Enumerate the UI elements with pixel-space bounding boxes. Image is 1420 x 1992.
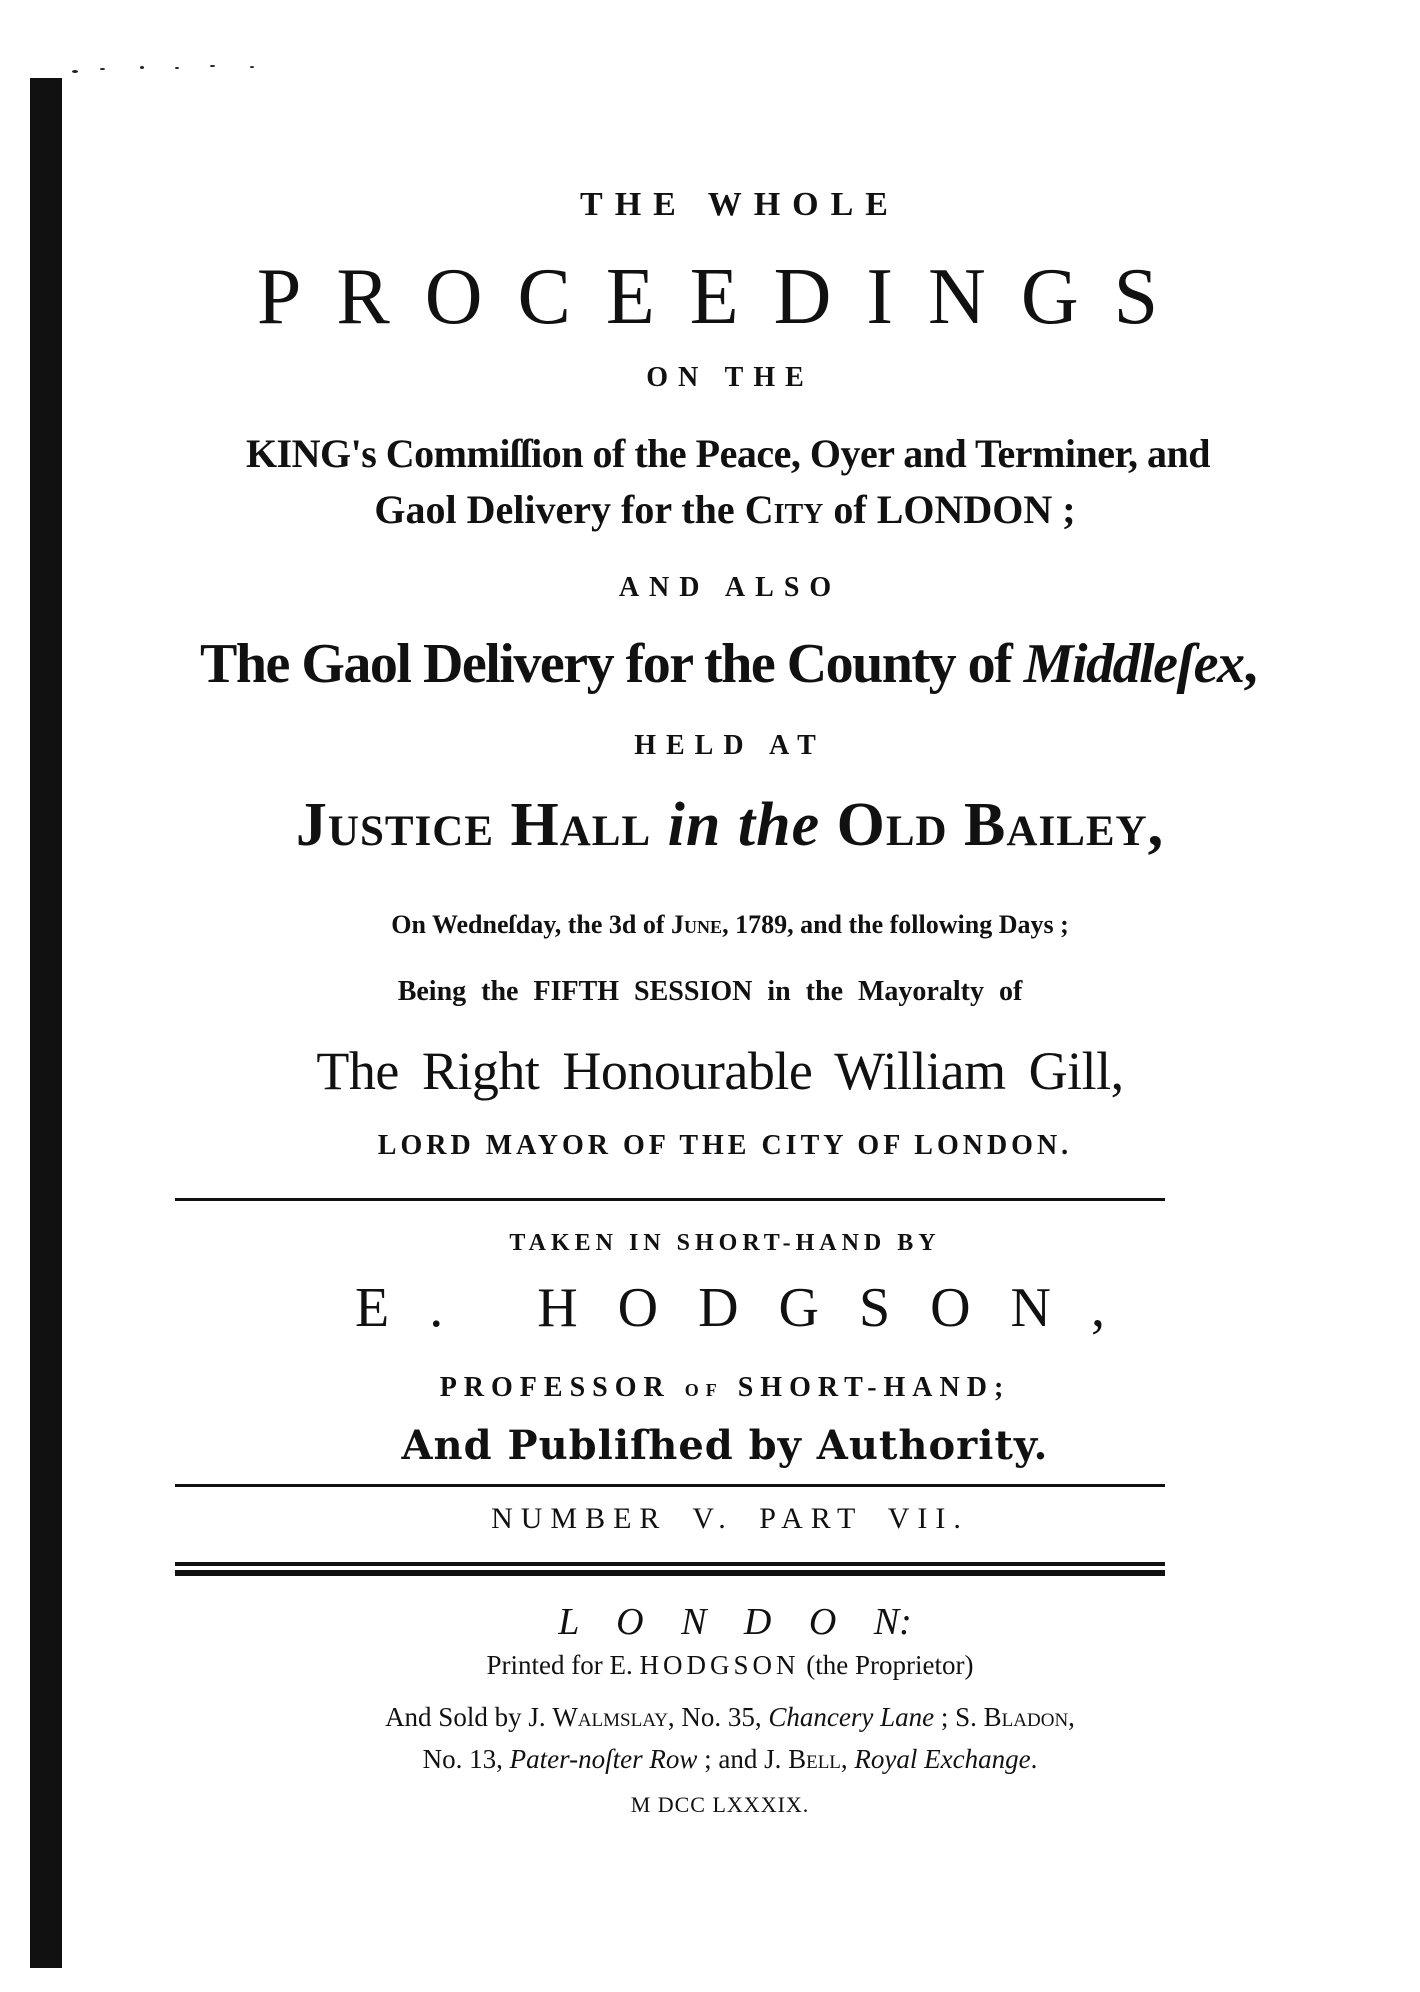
gaol-delivery-line [0,632,1420,696]
commission-line-1: KING's Commiſſion of the Peace, Oyer and Terminer, and [245,431,1211,476]
session-line: Being the FIFTH SESSION in the Mayoralty of [397,976,1023,1007]
reporter-name: E. HODGSON, [355,1277,1145,1339]
divider-rule-2 [175,1484,1165,1487]
heading-and-also: AND ALSO [618,572,842,603]
heading-the-whole: THE WHOLE [580,186,900,223]
printed-proprietor-text: (the Proprietor) [799,1650,974,1680]
date-line [0,910,1420,940]
row-and-text: ; and J. [697,1744,789,1774]
bell-text: Bell [788,1744,841,1774]
justice-hall-line [0,790,1420,861]
heading-on-the: ON THE [646,362,814,393]
row-comma-text: , [840,1744,855,1774]
old-bailey-text: Old Bailey, [820,791,1165,859]
professor-line [0,1372,1420,1404]
commission-city-text: City [744,487,824,532]
royal-exchange-text: Royal Exchange [854,1744,1031,1774]
in-the-text: in the [667,791,821,859]
year-line: M DCC LXXXIX. [630,1792,810,1817]
sold-number-text: , No. 35, [667,1702,769,1732]
professor-of-text: OF [684,1380,724,1400]
commission-line-2 [0,486,1420,533]
gaol-delivery-text: The Gaol Delivery for the County of [199,633,1024,695]
commission-london-text: of LONDON ; [823,487,1076,532]
mayor-name: The Right Honourable William Gill, [316,1041,1124,1101]
chancery-lane-text: Chancery Lane [768,1702,935,1732]
divider-rule-1 [175,1198,1165,1201]
printed-line [0,1650,1420,1681]
printed-for-text: Printed for E. [486,1650,640,1680]
date-month-text: June [671,910,723,939]
number-part-line: NUMBER V. PART VII. [491,1502,969,1535]
pater-noster-text: Pater-noſter Row [509,1744,698,1774]
walmslay-text: Walmslay [552,1702,668,1732]
commission-gaol-text: Gaol Delivery for the [374,487,745,532]
printed-hodgson-text: HODGSON [639,1650,800,1680]
sold-semicolon-text: ; S. [934,1702,984,1732]
london-line: L O N D O N: [558,1601,912,1643]
middlesex-text: Middleſex [1023,633,1244,695]
divider-rule-3 [175,1562,1165,1566]
date-weekday-text: On Wedneſday, the 3d of [391,910,672,939]
mayor-title: LORD MAYOR OF THE CITY OF LONDON. [377,1130,1073,1161]
published-line: And Publiſhed by Authority. [401,1422,1049,1469]
row-period-text: . [1030,1744,1038,1774]
taken-line: TAKEN IN SHORT-HAND BY [509,1230,941,1256]
divider-rule-4 [175,1570,1165,1576]
justice-hall-text: Justice Hall [295,791,668,859]
sold-comma-text: , [1068,1702,1075,1732]
row-number-text: No. 13, [422,1744,510,1774]
professor-text: PROFESSOR [439,1372,685,1403]
sold-by-line [0,1702,1420,1733]
professor-shorthand-text: SHORT-HAND; [723,1372,1011,1403]
sold-by-text: And Sold by J. [385,1702,553,1732]
gaol-delivery-comma: , [1243,633,1257,695]
date-year-text: , 1789, and the following Days ; [722,910,1069,939]
heading-proceedings: PROCEEDINGS [256,253,1194,341]
bladon-text: Bladon [983,1702,1069,1732]
scan-noise-top [0,60,290,90]
pater-noster-line [0,1744,1420,1775]
heading-held-at: HELD AT [634,730,826,761]
